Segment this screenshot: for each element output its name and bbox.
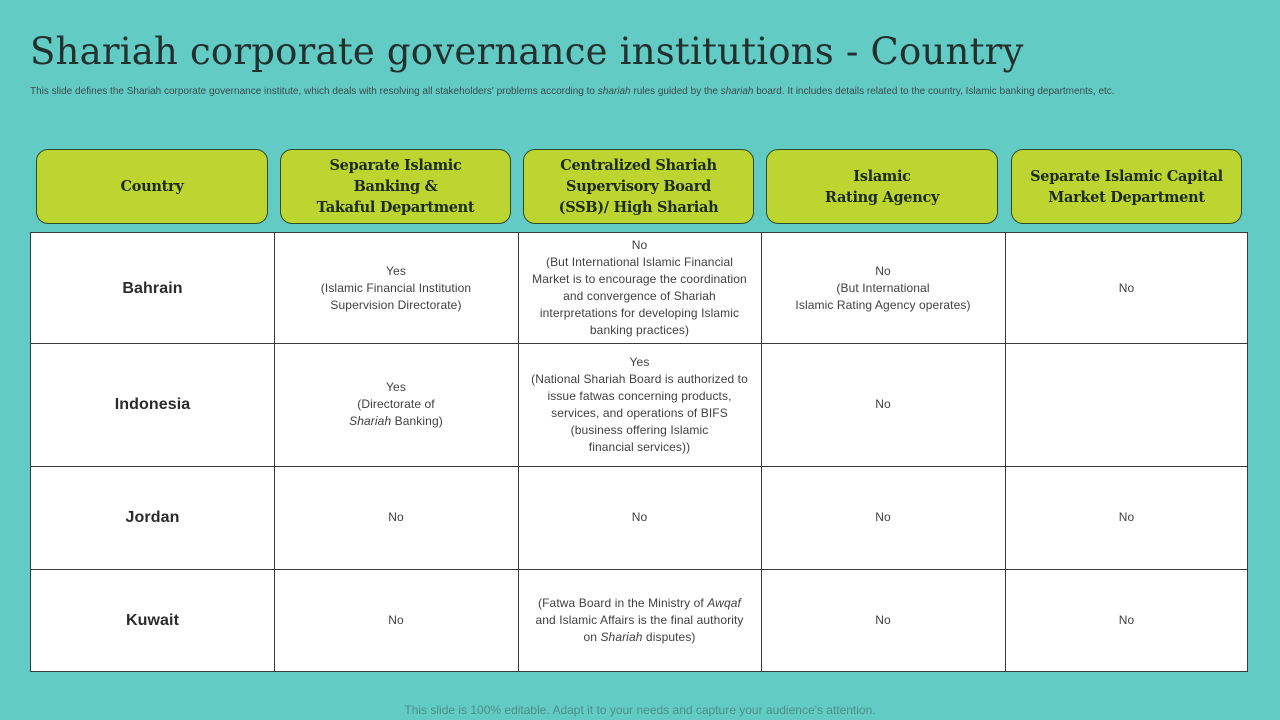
- table-row-jordan-capital: [1005, 466, 1248, 569]
- subtitle-emphasis: shariah: [597, 86, 631, 97]
- country-label: Jordan: [125, 509, 180, 526]
- header-label: Separate Islamic Capital Market Department: [1030, 167, 1223, 206]
- cell-text: No: [1118, 280, 1135, 295]
- cell-text-part: Banking): [391, 414, 443, 428]
- subtitle-text: board. It includes details related to the country, Islamic banking departments, etc.: [753, 86, 1115, 97]
- cell-text: No (But International Islamic Financial Market is to encourage the coordination and convergence of Shariah interpretations for developing Islamic banking practices): [532, 238, 747, 337]
- cell-text: No (But International Islamic Rating Agency operates): [795, 263, 971, 312]
- header-capital-market: [1011, 149, 1242, 224]
- cell-text: No: [631, 510, 648, 524]
- header-banking-department: [280, 149, 511, 224]
- table-row-bahrain-country: [31, 233, 274, 343]
- table-row-indonesia-capital: [1005, 343, 1248, 466]
- country-label: Bahrain: [122, 279, 183, 297]
- cell-text: [535, 595, 743, 646]
- table-row-indonesia-country: [31, 343, 274, 466]
- header-label: Separate Islamic Banking & Takaful Department: [316, 157, 475, 216]
- table-row-kuwait-capital: [1005, 569, 1248, 671]
- cell-text: No: [875, 510, 891, 524]
- table-row-indonesia-banking: [274, 343, 518, 466]
- table-row-jordan-rating: [761, 466, 1005, 569]
- governance-table: [30, 232, 1248, 672]
- cell-text-emphasis: Shariah: [349, 414, 392, 428]
- cell-text-part: Yes (Directorate of: [357, 380, 435, 411]
- table-row-indonesia-ssb: [518, 343, 761, 466]
- table-row-bahrain-banking: [274, 233, 518, 343]
- header-label: Centralized Shariah Supervisory Board (SSB)/ High Shariah: [558, 157, 719, 216]
- header-label: Country: [120, 178, 184, 195]
- page-title: Shariah corporate governance institutions - Country: [30, 30, 1024, 73]
- header-shariah-board: [523, 149, 754, 224]
- cell-text-part: and Islamic Affairs is the final authority on: [535, 612, 744, 644]
- table-row-bahrain-rating: [761, 233, 1005, 343]
- table-row-jordan-ssb: [518, 466, 761, 569]
- cell-text-part: (Fatwa Board in the Ministry of: [538, 595, 708, 610]
- cell-text: Yes (National Shariah Board is authorized to issue fatwas concerning products, services, and operations of BIFS (business offering Islamic financial services)): [531, 354, 748, 454]
- country-label: Kuwait: [125, 611, 180, 629]
- subtitle-text: rules guided by the: [630, 86, 721, 97]
- page-subtitle: [30, 85, 1260, 98]
- footer-note: This slide is 100% editable. Adapt it to your needs and capture your audience's attention.: [404, 703, 876, 717]
- cell-text: No: [875, 612, 891, 627]
- cell-text: Yes (Islamic Financial Institution Supervision Directorate): [320, 263, 472, 312]
- cell-text-part: disputes): [642, 629, 696, 644]
- cell-text: [349, 379, 443, 430]
- subtitle-emphasis: shariah: [720, 86, 754, 97]
- table-row-bahrain-capital: [1005, 233, 1248, 343]
- header-rating-agency: [766, 149, 998, 224]
- table-row-jordan-banking: [274, 466, 518, 569]
- cell-text: No: [388, 510, 404, 524]
- table-row-bahrain-ssb: [518, 233, 761, 343]
- header-country: [36, 149, 268, 224]
- table-row-kuwait-banking: [274, 569, 518, 671]
- cell-text: No: [1118, 612, 1135, 627]
- cell-text-emphasis: Awqaf: [707, 595, 741, 610]
- table-row-kuwait-country: [31, 569, 274, 671]
- cell-text: No: [388, 612, 404, 627]
- subtitle-text: This slide defines the Shariah corporate governance institute, which deals with resolving all stakeholders' problems according to: [30, 86, 598, 97]
- table-row-indonesia-rating: [761, 343, 1005, 466]
- table-row-kuwait-ssb: [518, 569, 761, 671]
- cell-text: No: [875, 397, 891, 411]
- country-label: Indonesia: [114, 396, 191, 413]
- cell-text: No: [1118, 510, 1135, 524]
- header-label: Islamic Rating Agency: [824, 167, 940, 206]
- table-row-jordan-country: [31, 466, 274, 569]
- cell-text-emphasis: Shariah: [600, 629, 643, 644]
- table-row-kuwait-rating: [761, 569, 1005, 671]
